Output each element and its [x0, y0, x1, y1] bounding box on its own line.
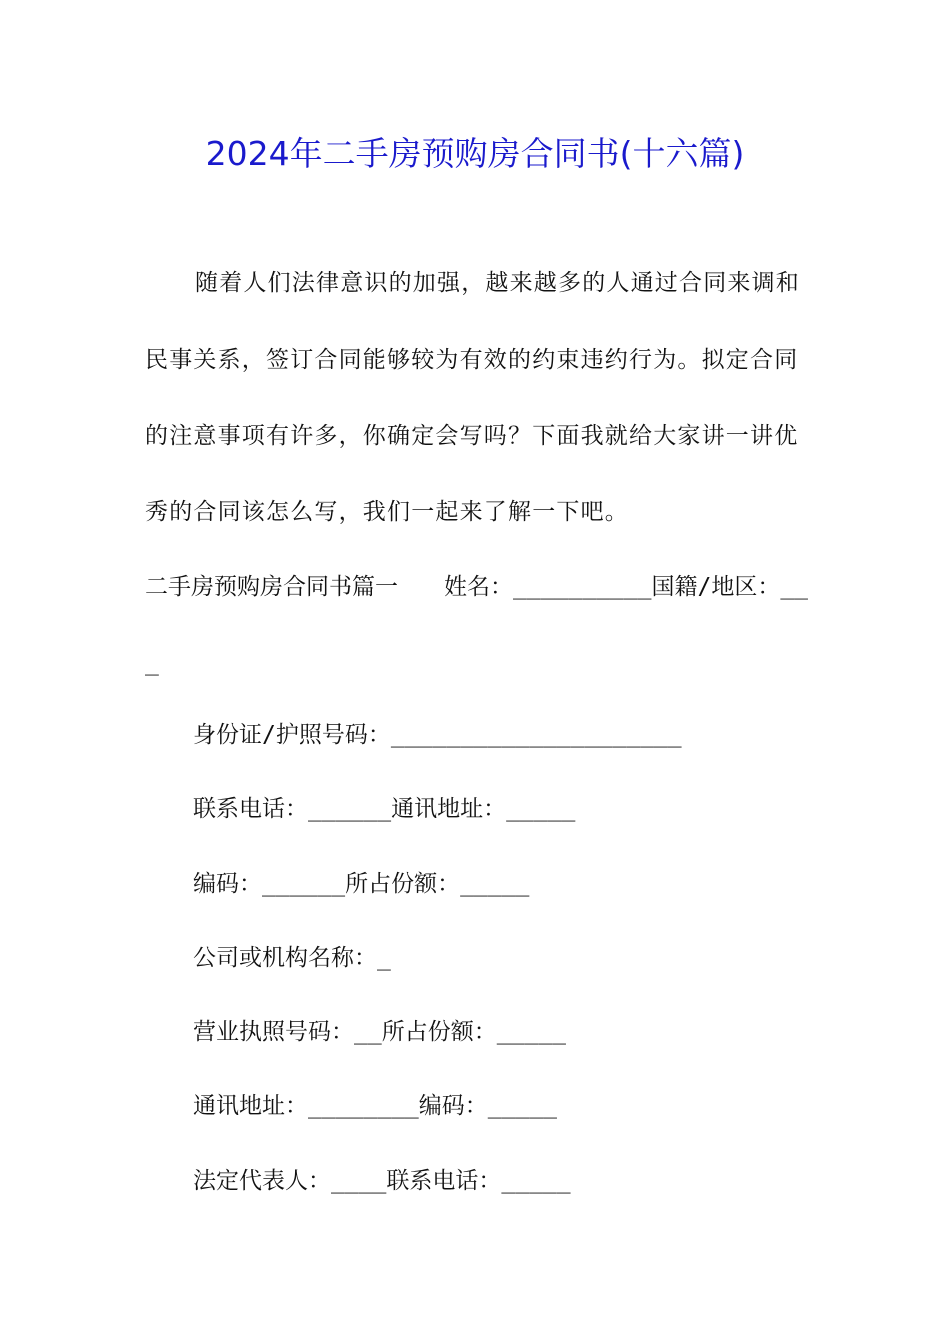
section-heading-wrap: _ [145, 650, 159, 676]
field-representative-phone: 法定代表人：____联系电话：_____ [193, 1168, 571, 1194]
field-phone-address: 联系电话：______通讯地址：_____ [193, 796, 576, 822]
field-code-share: 编码：______所占份额：_____ [193, 871, 530, 897]
field-address-code: 通讯地址：________编码：_____ [193, 1093, 558, 1119]
section-heading: 二手房预购房合同书篇一 姓名：__________国籍/地区：__ [145, 574, 809, 600]
field-id-number: 身份证/护照号码：_____________________ [193, 722, 682, 748]
document-title: 2024年二手房预购房合同书(十六篇) [205, 134, 745, 173]
intro-line-2: 民事关系，签订合同能够较为有效的约束违约行为。拟定合同 [145, 347, 799, 373]
intro-line-4: 秀的合同该怎么写，我们一起来了解一下吧。 [145, 499, 629, 525]
field-license-share: 营业执照号码：__所占份额：_____ [193, 1019, 566, 1045]
intro-line-1: 随着人们法律意识的加强，越来越多的人通过合同来调和 [195, 270, 800, 296]
field-company-name: 公司或机构名称：_ [193, 945, 391, 971]
intro-line-3: 的注意事项有许多，你确定会写吗？下面我就给大家讲一讲优 [145, 423, 799, 449]
